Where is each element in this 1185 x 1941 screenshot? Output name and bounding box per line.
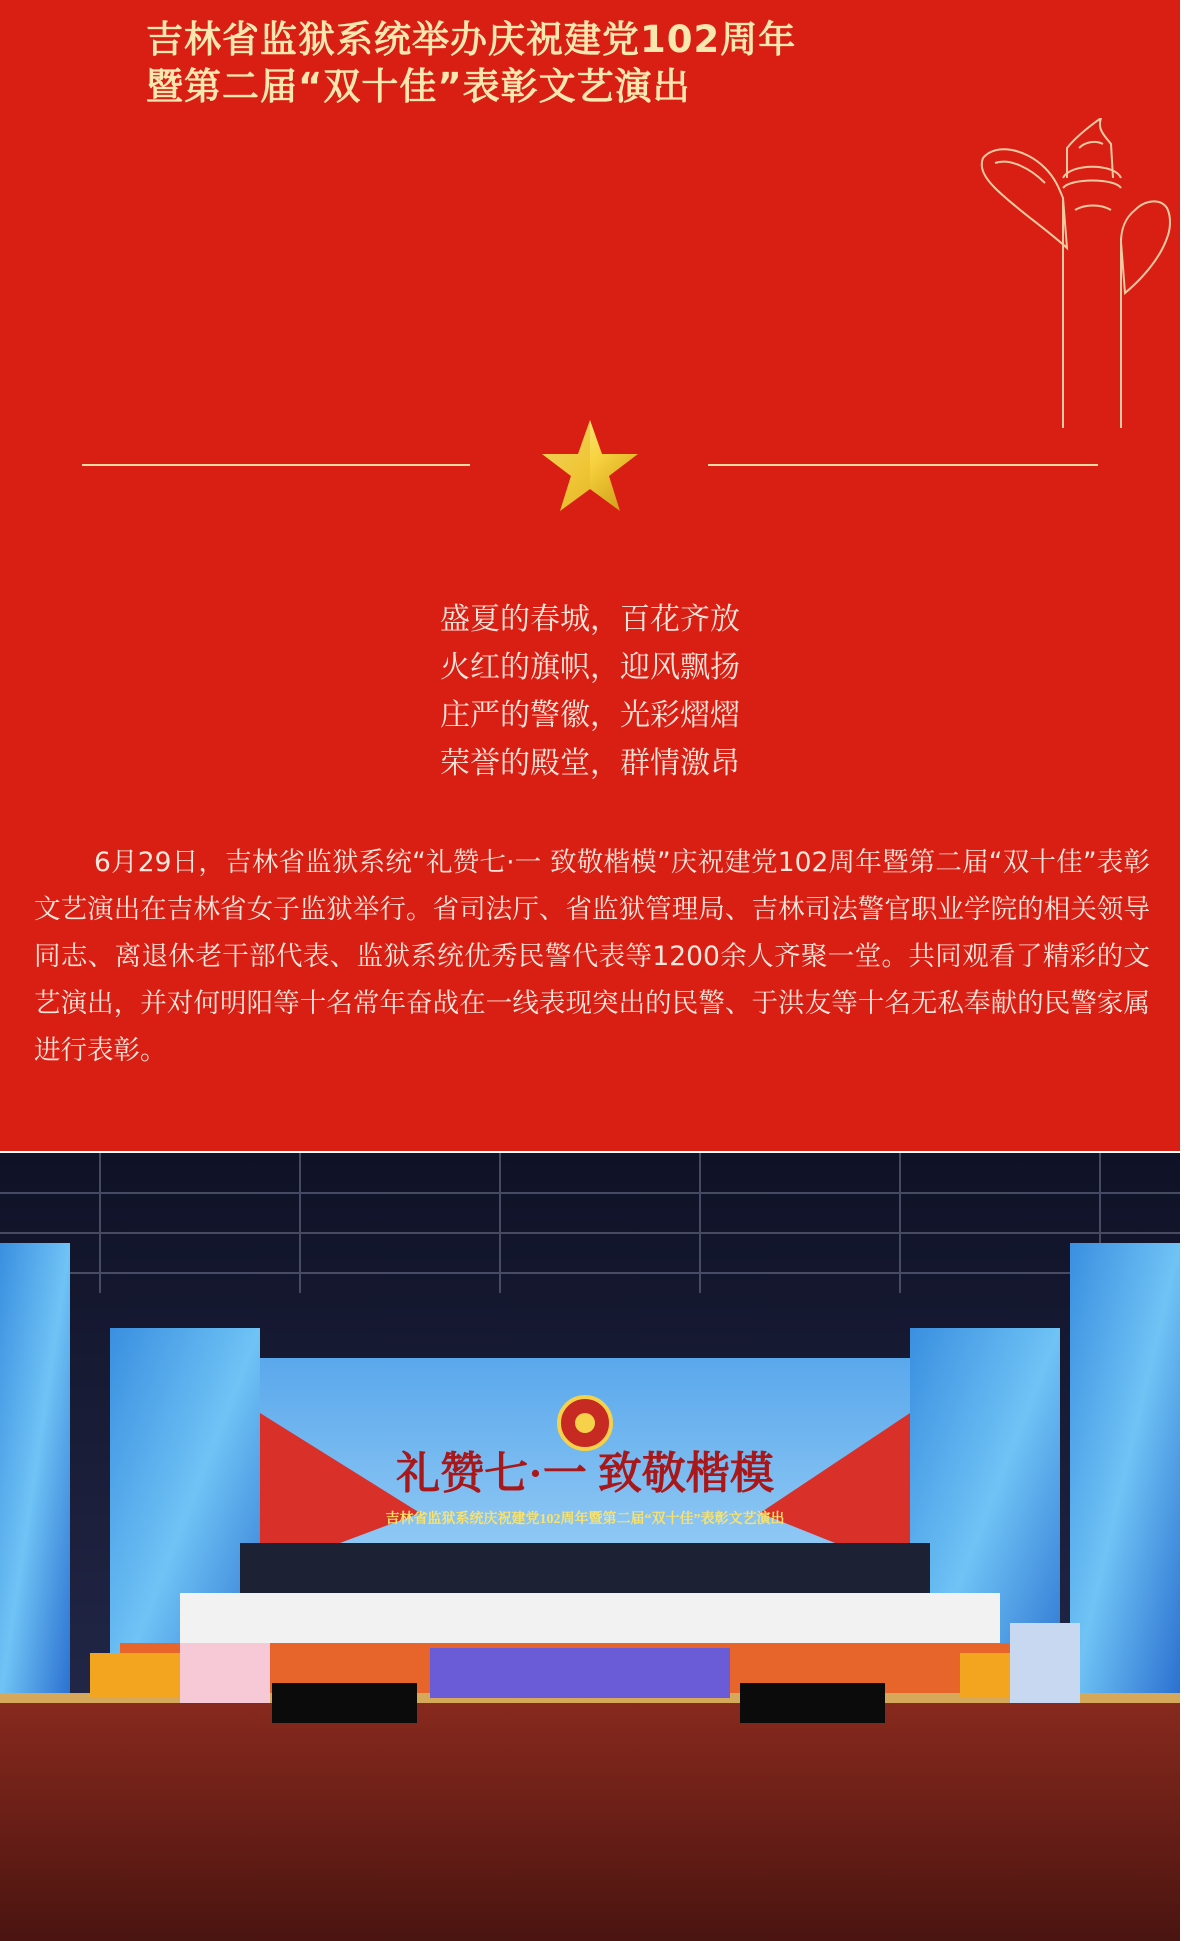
star-icon [540, 418, 640, 518]
poem-line: 盛夏的春城，百花齐放 [440, 602, 740, 637]
page-title [146, 16, 966, 110]
screen-title: 礼赞七·一 致敬楷模 [396, 1449, 774, 1498]
screen-subtitle: 吉林省监狱系统庆祝建党102周年暨第二届“双十佳”表彰文艺演出 [385, 1512, 785, 1527]
divider-left [82, 464, 470, 466]
article-paragraph: 6月29日，吉林省监狱系统“礼赞七·一 致敬楷模”庆祝建党102周年暨第二届“双十佳”表彰文艺演出在吉林省女子监狱举行。省司法厅、省监狱管理局、吉林司法警官职业学院的相关领导同志、离退休老干部代表、监狱系统优秀民警代表等1200余人齐聚一堂。共同观看了精彩的文艺演出，并对何明阳等十名常年奋战在一线表现突出的民警、于洪友等十名无私奉献的民警家属进行表彰。 [34, 847, 1150, 1066]
title-line-1: 吉林省监狱系统举办庆祝建党102周年 [146, 18, 797, 61]
stage-photo [0, 1153, 1180, 1941]
title-line-2: 暨第二届“双十佳”表彰文艺演出 [146, 65, 691, 108]
poem-line: 火红的旗帜，迎风飘扬 [440, 650, 740, 685]
poem-line: 庄严的警徽，光彩熠熠 [440, 698, 740, 733]
huabiao-monument-icon [975, 118, 1175, 442]
divider-right [708, 464, 1098, 466]
poem-line: 荣誉的殿堂，群情激昂 [440, 746, 740, 781]
poem [0, 596, 1180, 788]
